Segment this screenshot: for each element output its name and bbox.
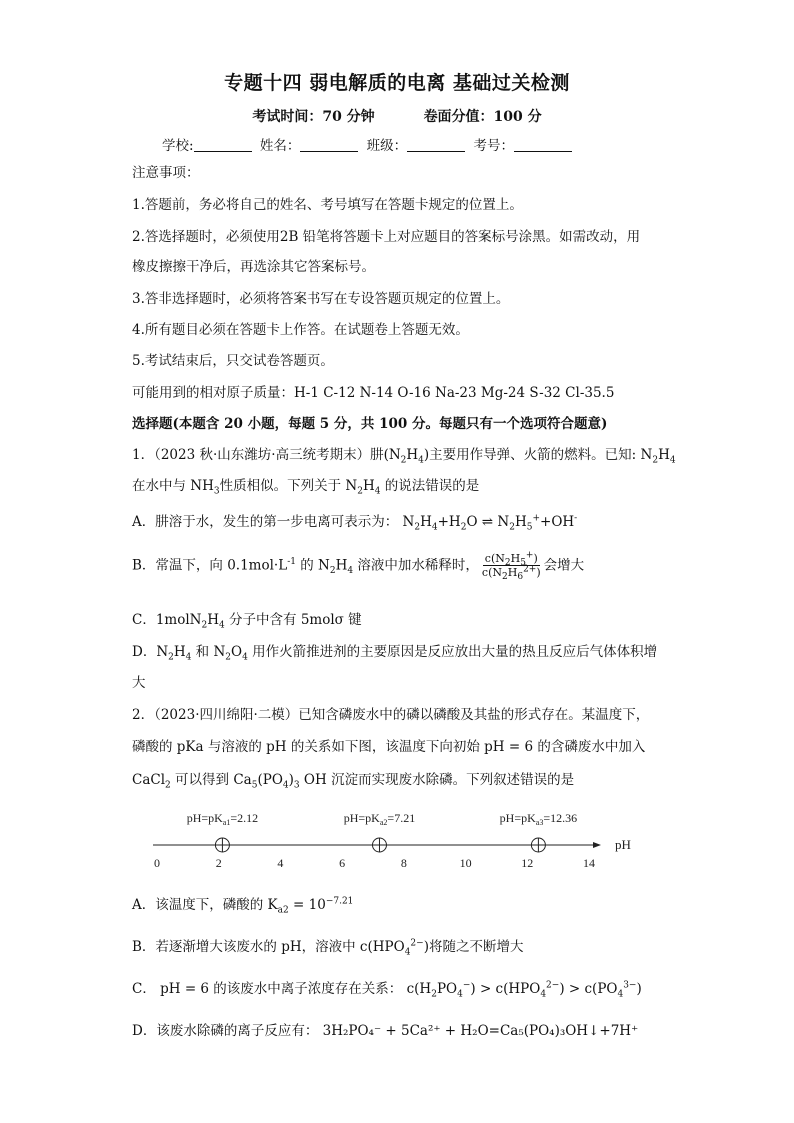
atomic-masses: 可能用到的相对原子质量：H-1 C-12 N-14 O-16 Na-23 Mg-24 S-32 Cl-35.5 [132, 385, 615, 401]
tick-label: 14 [583, 856, 595, 870]
notice-item: 2.答选择题时，必须使用2B 铅笔将答题卡上对应题目的答案标号涂黑。如需改动，用 [132, 229, 641, 245]
notice-item: 3.答非选择题时，必须将答案书写在专设答题页规定的位置上。 [132, 291, 510, 307]
q1-stem-line2: 在水中与 $NH_3$性质相似。下列关于 $N_2H_4$ 的说法错误的是 [132, 478, 480, 497]
q2-option-c[interactable]: C． pH = 6 的该废水中离子浓度存在关系： $c(H_2PO_4^-) > c(HPO_4^{2-}) > c(PO_4^{3-})$ [132, 980, 642, 1000]
exam-meta [0, 106, 794, 126]
fraction: $c(N_2H_5^+)$ $c(N_2H_6^{2+})$ [481, 550, 541, 583]
q1-option-d[interactable]: D．$N_2H_4$ 和 $N_2O_4$ 用作火箭推进剂的主要原因是反应放出大量的热且反应后气体体积增 [132, 644, 658, 663]
tick-label: 6 [339, 856, 346, 870]
tick-label: 8 [400, 856, 407, 870]
pka-label: $pH=pK_{a2}=7.21$ [343, 811, 416, 827]
section-heading: 选择题(本题含 20 小题，每题 5 分，共 100 分。每题只有一个选项符合题意) [132, 416, 608, 432]
exam-time: 考试时间：70 分钟 [252, 109, 375, 125]
q1-option-b[interactable]: B．常温下，向 $0.1mol\cdot L^{-1}$ 的 $N_2H_4$ 溶液中加水稀释时， $c(N_2H_5^+)$ $c(N_2H_6^{2+})$ 会增大 [132, 550, 585, 583]
q2-option-b[interactable]: B．若逐渐增大该废水的 pH，溶液中 $c(HPO_4^{2-})$将随之不断增大 [132, 938, 524, 958]
field-id: 考号： [473, 138, 514, 154]
field-id-blank[interactable] [514, 139, 572, 152]
axis-label: pH [615, 837, 631, 852]
field-name-blank[interactable] [300, 139, 358, 152]
field-school: 学校: [162, 138, 194, 154]
field-class-blank[interactable] [407, 139, 465, 152]
notice-heading: 注意事项： [132, 165, 200, 181]
q2-stem-line2: 磷酸的 pKa 与溶液的 pH 的关系如下图，该温度下向初始 pH = 6 的含磷废水中加入 [132, 739, 646, 755]
pka-number-line [140, 800, 660, 875]
tick-label: 10 [459, 856, 472, 870]
page-title: 专题十四 弱电解质的电离 基础过关检测 [224, 72, 570, 94]
notice-item: 5.考试结束后，只交试卷答题页。 [132, 353, 334, 369]
field-school-blank[interactable] [194, 139, 252, 152]
tick-label: 2 [215, 856, 222, 870]
pka-label: $pH=pK_{a3}=12.36$ [499, 811, 578, 827]
exam-score: 卷面分值：100 分 [423, 109, 542, 125]
notice-item: 1.答题前，务必将自己的姓名、考号填写在答题卡规定的位置上。 [132, 197, 523, 213]
pka-label: $pH=pK_{a1}=2.12$ [186, 811, 259, 827]
tick-label: 12 [521, 856, 534, 870]
q1-option-d-cont: 大 [132, 675, 146, 691]
field-class: 班级： [366, 138, 408, 154]
student-info-fields [162, 134, 576, 154]
q1-stem-line1: 1．（2023 秋·山东潍坊·高三统考期末）肼$(N_2H_4)$主要用作导弹、火箭的燃料。已知: $N_2H_4$ [132, 447, 676, 466]
tick-label: 4 [277, 856, 284, 870]
q2-option-d[interactable]: D．该废水除磷的离子反应有： 3H₂PO₄⁻ + 5Ca²⁺ + H₂O=Ca₅(PO₄)₃OH↓+7H⁺ [132, 1023, 639, 1039]
q1-option-a[interactable]: A．肼溶于水，发生的第一步电离可表示为： $N_2H_4+H_2O$ ⇌ $N_2H_5^++OH^-$ [132, 513, 578, 533]
q2-stem-line3: CaCl$_2$ 可以得到 $Ca_5(PO_4)_3$ OH 沉淀而实现废水除磷。下列叙述错误的是 [132, 772, 575, 791]
axis-arrow [593, 842, 601, 848]
tick-label: 0 [154, 856, 160, 870]
q2-option-a[interactable]: A．该温度下，磷酸的 $K_{a2} = 10^{-7.21}$ [132, 896, 354, 916]
notice-item: 4.所有题目必须在答题卡上作答。在试题卷上答题无效。 [132, 322, 469, 338]
q2-stem-line1: 2．（2023·四川绵阳·二模）已知含磷废水中的磷以磷酸及其盐的形式存在。某温度下， [132, 707, 650, 723]
notice-item: 橡皮擦擦干净后，再选涂其它答案标号。 [132, 259, 375, 275]
q1-option-c[interactable]: C．$1molN_2H_4$ 分子中含有 5molσ 键 [132, 612, 362, 631]
field-name: 姓名： [259, 138, 301, 154]
